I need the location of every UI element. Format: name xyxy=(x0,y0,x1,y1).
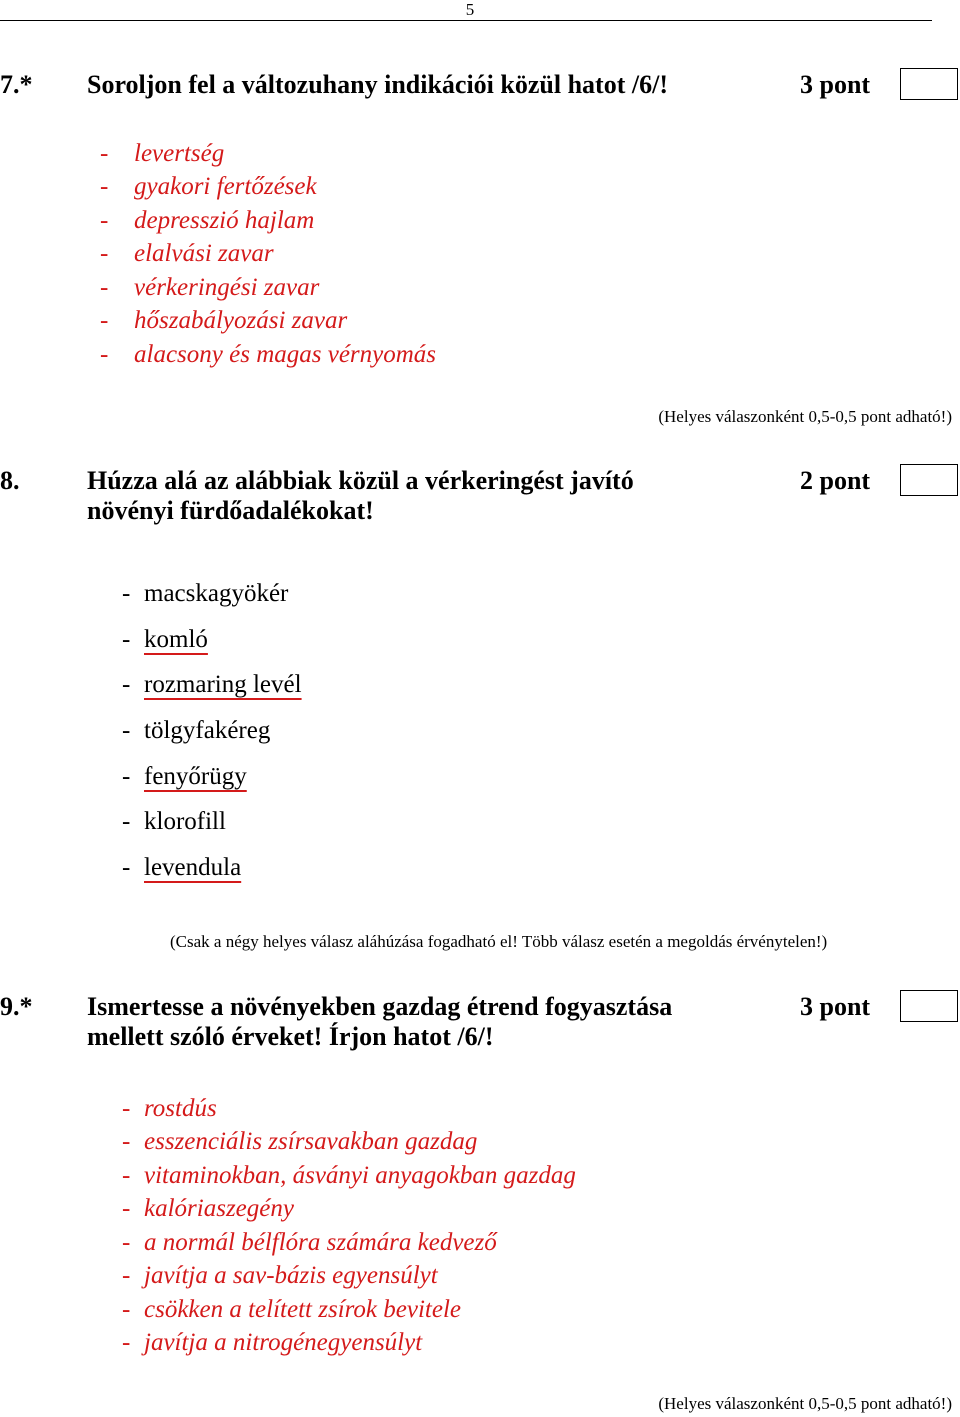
q7-answer: - levertség xyxy=(100,140,225,167)
question-7-number: 7.* xyxy=(0,70,33,99)
q9-answer: - javítja a nitrogénegyensúlyt xyxy=(122,1329,423,1356)
q9-answer: - a normál bélflóra számára kedvező xyxy=(122,1229,497,1256)
q8-option-underlined[interactable]: - fenyőrügy xyxy=(122,763,247,790)
q7-answer: - elalvási zavar xyxy=(100,240,274,267)
q8-option-underlined[interactable]: - levendula xyxy=(122,854,242,881)
q9-answer: - vitaminokban, ásványi anyagokban gazdag xyxy=(122,1162,576,1189)
q9-answer: - csökken a telített zsírok bevitele xyxy=(122,1296,462,1323)
q7-answer: - gyakori fertőzések xyxy=(100,173,317,200)
q9-answer: - rostdús xyxy=(122,1095,217,1122)
q7-answer: - vérkeringési zavar xyxy=(100,274,320,301)
q7-answer: - depresszió hajlam xyxy=(100,207,315,234)
q8-option-underlined[interactable]: - rozmaring levél xyxy=(122,671,302,698)
question-8-number: 8. xyxy=(0,466,20,495)
question-8-text-line2: növényi fürdőadalékokat! xyxy=(87,496,374,525)
question-8-text-line1: Húzza alá az alábbiak közül a vérkeringést javító xyxy=(87,466,634,495)
question-7-points: 3 pont xyxy=(800,70,871,99)
q8-option[interactable]: - tölgyfakéreg xyxy=(122,717,271,744)
q9-answer: - kalóriaszegény xyxy=(122,1195,294,1222)
question-9-points: 3 pont xyxy=(800,992,871,1021)
question-7-scoring-note: (Helyes válaszonként 0,5-0,5 pont adható!) xyxy=(658,407,952,426)
q9-answer: - esszenciális zsírsavakban gazdag xyxy=(122,1128,478,1155)
question-8-score-box[interactable] xyxy=(900,464,958,496)
q7-answer: - hőszabályozási zavar xyxy=(100,307,348,334)
q8-option[interactable]: - macskagyökér xyxy=(122,580,289,607)
question-9-number: 9.* xyxy=(0,992,33,1021)
q7-answer: - alacsony és magas vérnyomás xyxy=(100,341,437,368)
question-8-scoring-note: (Csak a négy helyes válasz aláhúzása fogadható el! Több válasz esetén a megoldás érvénytelen!) xyxy=(170,932,828,951)
question-9-scoring-note: (Helyes válaszonként 0,5-0,5 pont adható!) xyxy=(658,1394,952,1413)
question-7-text: Soroljon fel a változuhany indikációi közül hatot /6/! xyxy=(87,70,668,99)
question-7-score-box[interactable] xyxy=(900,68,958,100)
question-8-points: 2 pont xyxy=(800,466,871,495)
q9-answer: - javítja a sav-bázis egyensúlyt xyxy=(122,1262,438,1289)
question-9-text-line1: Ismertesse a növényekben gazdag étrend fogyasztása xyxy=(87,992,673,1021)
question-9-text-line2: mellett szóló érveket! Írjon hatot /6/! xyxy=(87,1022,494,1051)
page-number: 5 xyxy=(465,0,475,19)
q8-option-underlined[interactable]: - komló xyxy=(122,626,208,653)
header-rule xyxy=(0,20,932,21)
q8-option[interactable]: - klorofill xyxy=(122,808,226,835)
question-9-score-box[interactable] xyxy=(900,990,958,1022)
